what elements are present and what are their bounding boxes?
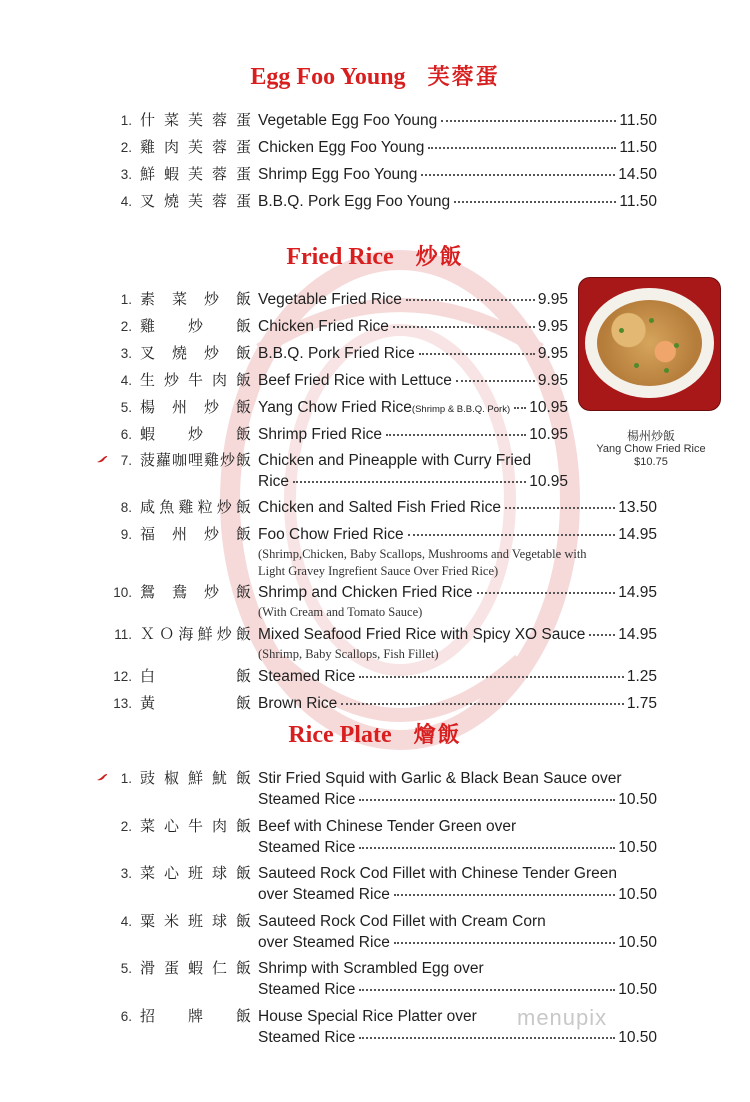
item-name-zh: 菠蘿咖哩雞炒飯 [140,451,251,469]
leader-dots [428,147,616,149]
item-name-en: Vegetable Egg Foo Young [258,112,438,129]
item-details [258,110,657,131]
item-line [258,911,657,932]
item-name-en: Stir Fried Squid with Garlic & Black Bean Sauce over [258,770,622,787]
photo-caption-zh: 楊州炒飯 [626,429,675,443]
item-line [258,137,657,158]
item-details [258,343,568,364]
item-name-zh: 生炒牛肉飯 [140,371,251,389]
leader-dots [421,174,615,176]
photo-caption-price: $10.75 [634,456,668,468]
item-line [258,624,657,645]
item-price: 13.50 [618,499,657,516]
item-details [258,137,657,158]
item-details [258,370,568,391]
item-name-en: Sauteed Rock Cod Fillet with Chinese Tender Green [258,865,617,882]
item-number: 6. [120,1009,132,1024]
item-name-zh: 叉燒芙蓉蛋 [140,192,251,210]
item-name-zh: 咸魚雞粒炒飯 [140,498,251,516]
item-line [258,693,657,714]
item-details [258,958,657,1000]
item-line [258,884,657,905]
item-details [258,289,568,310]
leader-dots [406,299,535,301]
item-number: 4. [120,194,132,209]
item-line [258,524,657,545]
item-line [258,497,657,518]
item-number: 7. [120,453,132,468]
item-line [258,863,657,884]
item-details [258,164,657,185]
item-description: (Shrimp, Baby Scallops, Fish Fillet) [258,647,439,661]
item-line [258,316,568,337]
item-details [258,863,657,905]
item-line [258,289,568,310]
item-price: 1.25 [626,668,657,685]
item-line [258,343,568,364]
leader-dots [341,703,624,705]
item-line [258,471,568,492]
item-name-zh: 楊州炒飯 [140,398,251,416]
item-line [258,816,657,837]
item-name-en-cont: Rice [258,473,290,490]
item-name-zh: 菜心班球飯 [140,864,251,882]
item-name-zh: 豉椒鮮魷飯 [140,769,251,787]
item-details [258,316,568,337]
item-name-en-cont: Steamed Rice [258,981,356,998]
item-details [258,624,657,662]
section-title-egg-foo-young: Egg Foo Young 芙蓉蛋 [250,64,500,90]
item-line [258,979,657,1000]
leader-dots [514,407,526,409]
item-price: 14.95 [618,584,657,601]
item-price: 14.95 [618,526,657,543]
item-description: (Shrimp,Chicken, Baby Scallops, Mushrooms and Vegetable with [258,547,587,561]
leader-dots [386,434,526,436]
menupix-watermark-logo: menupix [517,1005,608,1030]
item-name-zh: 招牌飯 [140,1007,251,1025]
item-name-en: Steamed Rice [258,668,356,685]
item-number: 2. [120,140,132,155]
item-number: 11. [114,627,132,642]
item-number: 3. [120,866,132,881]
item-line [258,932,657,953]
item-name-en-cont: Steamed Rice [258,1029,356,1046]
item-line [258,582,657,603]
item-number: 12. [113,669,132,684]
photo-caption [583,430,719,469]
item-number: 4. [120,914,132,929]
item-price: 10.95 [529,399,568,416]
leader-dots [408,534,616,536]
item-line [258,450,568,471]
item-price: 9.95 [537,372,568,389]
item-line [258,164,657,185]
item-name-zh: ＸＯ海鮮炒飯 [140,625,251,643]
item-name-en: Mixed Seafood Fried Rice with Spicy XO Sauce [258,626,586,643]
item-price: 1.75 [626,695,657,712]
item-price: 10.50 [618,934,657,951]
item-number: 9. [120,527,132,542]
item-details [258,450,568,492]
item-details [258,816,657,858]
leader-dots [441,120,616,122]
leader-dots [454,201,616,203]
leader-dots [359,1037,615,1039]
item-name-zh: 什菜芙蓉蛋 [140,111,251,129]
item-name-en: Vegetable Fried Rice [258,291,402,308]
item-price: 10.95 [529,473,568,490]
leader-dots [505,507,615,509]
item-number: 1. [120,113,132,128]
item-name-zh: 福州炒飯 [140,525,251,543]
item-name-zh: 素菜炒飯 [140,290,251,308]
leader-dots [456,380,535,382]
item-name-zh: 鮮蝦芙蓉蛋 [140,165,251,183]
item-price: 9.95 [537,345,568,362]
item-price: 11.50 [619,112,657,129]
item-details [258,397,568,418]
item-number: 2. [120,819,132,834]
leader-dots [359,799,615,801]
item-number: 3. [120,346,132,361]
item-price: 10.50 [618,791,657,808]
item-name-en: House Special Rice Platter over [258,1008,477,1025]
item-number: 1. [120,771,132,786]
item-name-en: Sauteed Rock Cod Fillet with Cream Corn [258,913,546,930]
item-line [258,424,568,445]
leader-dots [477,592,616,594]
item-name-en-cont: Steamed Rice [258,839,356,856]
item-details [258,693,657,714]
item-price: 10.50 [618,886,657,903]
item-price: 14.50 [618,166,657,183]
photo-caption-en: Yang Chow Fried Rice [596,443,706,455]
item-line [258,370,568,391]
leader-dots [359,847,615,849]
item-number: 5. [120,400,132,415]
item-name-en: B.B.Q. Pork Egg Foo Young [258,193,451,210]
leader-dots [293,481,526,483]
item-name-zh: 白飯 [140,667,251,685]
item-name-en: Shrimp Egg Foo Young [258,166,418,183]
item-name-en: B.B.Q. Pork Fried Rice [258,345,415,362]
item-name-en: Chicken and Pineapple with Curry Fried [258,452,532,469]
item-details [258,582,657,620]
item-name-en: Beef Fried Rice with Lettuce [258,372,452,389]
item-price: 10.50 [618,1029,657,1046]
item-details [258,497,657,518]
item-name-en: Yang Chow Fried Rice [258,399,412,416]
item-name-en: Chicken and Salted Fish Fried Rice [258,499,501,516]
item-name-zh: 鴛鴦炒飯 [140,583,251,601]
item-price: 10.50 [618,981,657,998]
item-name-zh: 雞炒飯 [140,317,251,335]
item-name-en: Brown Rice [258,695,338,712]
item-line [258,768,657,789]
section-title-rice-plate: Rice Plate 燴飯 [288,722,462,748]
item-name-zh: 蝦炒飯 [140,425,251,443]
item-price: 10.95 [529,426,568,443]
item-price: 10.50 [618,839,657,856]
item-name-zh: 菜心牛肉飯 [140,817,251,835]
item-price: 9.95 [537,291,568,308]
leader-dots [419,353,535,355]
section-title-fried-rice: Fried Rice 炒飯 [286,244,464,270]
item-line [258,837,657,858]
item-line [258,958,657,979]
item-name-en: Chicken Fried Rice [258,318,389,335]
item-note: (Shrimp & B.B.Q. Pork) [411,404,511,415]
leader-dots [393,326,535,328]
leader-dots [359,989,615,991]
item-name-en-cont: over Steamed Rice [258,886,390,903]
item-name-en: Foo Chow Fried Rice [258,526,404,543]
item-number: 13. [113,696,132,711]
item-price: 9.95 [537,318,568,335]
item-line [258,191,657,212]
item-details [258,524,657,579]
item-name-en: Beef with Chinese Tender Green over [258,818,517,835]
item-line [258,666,657,687]
item-name-zh: 滑蛋蝦仁飯 [140,959,251,977]
item-number: 10. [113,585,132,600]
item-price: 14.95 [618,626,657,643]
item-number: 5. [120,961,132,976]
leader-dots [359,676,623,678]
item-details [258,191,657,212]
item-name-zh: 粟米班球飯 [140,912,251,930]
item-details [258,768,657,810]
yang-chow-fried-rice-photo [578,277,721,411]
leader-dots [394,894,615,896]
item-name-en-cont: over Steamed Rice [258,934,390,951]
item-details [258,666,657,687]
item-name-zh: 黃飯 [140,694,251,712]
item-number: 6. [120,427,132,442]
item-line [258,789,657,810]
item-name-zh: 雞肉芙蓉蛋 [140,138,251,156]
item-number: 2. [120,319,132,334]
item-price: 11.50 [619,139,657,156]
item-details [258,424,568,445]
item-price: 11.50 [619,193,657,210]
item-name-en-cont: Steamed Rice [258,791,356,808]
leader-dots [589,634,615,636]
item-number: 1. [120,292,132,307]
item-description: Light Gravey Ingrefient Sauce Over Fried Rice) [258,564,499,578]
item-description: (With Cream and Tomato Sauce) [258,605,423,619]
item-name-en: Chicken Egg Foo Young [258,139,425,156]
item-details [258,911,657,953]
leader-dots [394,942,615,944]
item-name-en: Shrimp with Scrambled Egg over [258,960,484,977]
item-number: 3. [120,167,132,182]
item-number: 4. [120,373,132,388]
item-name-en: Shrimp and Chicken Fried Rice [258,584,473,601]
item-name-zh: 叉燒炒飯 [140,344,251,362]
item-name-en: Shrimp Fried Rice [258,426,383,443]
item-number: 8. [120,500,132,515]
item-line [258,397,568,418]
item-line [258,110,657,131]
